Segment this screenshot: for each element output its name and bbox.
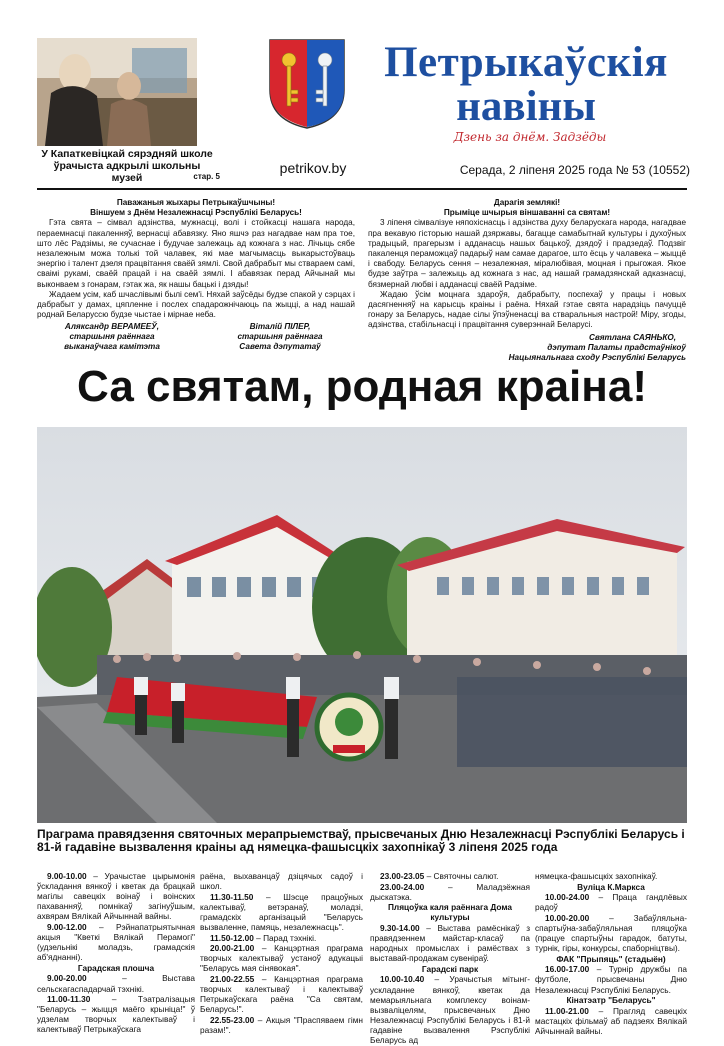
museum-photo-illustration <box>37 38 197 146</box>
website-link[interactable]: petrikov.by <box>279 160 347 176</box>
programme-item <box>370 871 530 881</box>
programme-text: – Урачыстыя мітынг-ускладанне вянкоў, кветак да мемарыяльнага комплексу воінам-вызваліцелям, прысвечаных Дню Незалежнасці Рэспублікі Беларусь і 81-й гадавіне вызвалення Рэспублікі Беларусь ад <box>370 974 530 1045</box>
greeting-right-head2: Прыміце шчырыя віншаванні са святам! <box>443 208 611 218</box>
programme-time: 23.00-24.00 <box>380 881 425 892</box>
greeting-left-paragraph: Гэта свята – сімвал адзінства, мужнасці, волі і стойкасці нашага народа, пераемнасці пакаленняў, вернасці абавязку. Яно яшчэ раз нагадвае нам пра тое, што лёс Радзімы, яе сучаснае і будучае залежаць ад кожнага з нас. Лічыць сябе незалежным можа толькі той чалавек, які мае магчымасць выкарыстоўваць энергію і талент дзеля працвітання сваёй зямлі. Свой дабрабыт мы ствараем самі, сваімі рукамі, сваёй працай і на сваёй зямлі. І абавязак перад Айчынай мы выконваем з гонарам, гэтак жа, як нашы бацькі і дзяды! <box>37 218 355 289</box>
programme-time: 9.00-10.00 <box>47 871 87 881</box>
programme-item <box>370 882 530 902</box>
programme-item <box>535 913 687 953</box>
programme-text: – Канцэртная праграма творчых калектываў устаноў адукацыі "Беларусь мая сінявокая". <box>200 943 363 974</box>
signer-role: Нацыянальнага сходу Рэспублікі Беларусь <box>508 352 686 362</box>
programme-item <box>200 1015 363 1035</box>
greeting-left <box>37 198 355 352</box>
venue-heading: Пляцоўка каля раённага Дома культуры <box>387 902 513 923</box>
programme-text: – Выстава сельскагаспадарчай тэхнікі. <box>37 973 195 994</box>
greeting-left-paragraph: Жадаем усім, каб шчаслівымі былі сем'і. Няхай заўсёды будзе спакой у сэрцах і дабрабыт у дамах, цяпленне і послех спадарожнічаюць па жыцці, а над нашай роднай Беларуссю будзе чыстае і мірнае неба. <box>37 289 355 320</box>
programme-time: 10.00-10.40 <box>380 974 425 985</box>
main-parade-photo[interactable] <box>37 427 687 823</box>
programme-text: – Выстава рамёснікаў з правядзеннем майстар-класаў па народных промыслах і рамёствах з выставай-продажам сувеніраў. <box>370 922 530 964</box>
greeting-left-head1: Паважаныя жыхары Петрыкаўшчыны! <box>116 198 276 207</box>
programme-title: Праграма правядзення святочных мерапрыемстваў, прысвечаных Дню Незалежнасці Рэспублікі Беларусь і 81-й гадавіне вызвалення краіны ад нямецка-фашысцкіх захопнікаў 3 ліпеня 2025 года <box>37 827 685 854</box>
lead-story-caption[interactable]: У Капаткевіцкай сярэдняй школе ўрачыста адкрылі школьны музей <box>41 148 213 184</box>
programme-time: 9.00-12.00 <box>47 921 87 932</box>
masthead-divider <box>37 188 687 190</box>
programme-time: 11.30-11.50 <box>210 891 254 902</box>
programme-time: 16.00-17.00 <box>545 964 590 975</box>
programme-time: 20.00-21.00 <box>210 943 255 954</box>
lead-story-photo[interactable] <box>37 38 197 146</box>
programme-item <box>370 923 530 963</box>
programme-item <box>200 892 363 932</box>
programme-text: – Прагляд савецкіх мастацкіх фільмаў аб падзеях Вялікай Айчыннай вайны. <box>535 1005 687 1036</box>
programme-time: 10.00-20.00 <box>545 912 590 923</box>
programme-text: – Забаўляльна-спартыўна-забаўляльная пляцоўка (працуе спартыўны гарадок, батуты, турнік, гіры, конкурсы, спаборніцтвы). <box>535 912 687 954</box>
newspaper-title-line2: навіны <box>456 83 596 130</box>
coat-of-arms-logo <box>268 38 346 130</box>
signer-role: дэпутат Палаты прадстаўнікоў <box>547 342 686 352</box>
programme-column <box>370 871 530 1046</box>
signer-role: Савета дэпутатаў <box>239 342 321 352</box>
programme-column <box>535 871 687 1037</box>
programme-item <box>535 1006 687 1036</box>
programme-text: – Святочны салют. <box>424 871 499 881</box>
signer-name: Святлана САЯНЬКО, <box>588 332 676 342</box>
programme-time: 11.00-21.00 <box>545 1005 589 1016</box>
programme-item <box>200 974 363 1014</box>
programme-text: – Урачыстае цырымонія ўскладання вянкоў і кветак да брацкай магілы савецкіх воінаў і воінских пахаванняў, помнікаў загінуўшым, ахвярам Вялікай Айчыннай вайны. <box>37 871 195 922</box>
newspaper-title-line1: Петрыкаўскія <box>384 39 668 86</box>
programme-time: 9.00-20.00 <box>47 973 87 984</box>
signature-block <box>205 322 355 352</box>
programme-text: – Акцыя "Праспяваем гімн разам!". <box>200 1014 363 1035</box>
lead-story-page-ref: стар. 5 <box>193 172 220 181</box>
programme-item: раёна, выхаванцаў дзіцячых садоў і школ. <box>200 871 363 892</box>
programme-text: – Шэсце працоўных калектываў, ветэранаў, моладзі, грамадскіх арганізацый "Беларусь вызваленне, памяць, незалежнасць". <box>200 891 363 932</box>
newspaper-slogan: Дзень за днём. Задзёды <box>453 130 607 144</box>
venue-heading: ФАК "Прыпяць" (стадыён) <box>556 953 666 964</box>
programme-item <box>37 922 195 962</box>
programme-column <box>200 871 363 1036</box>
main-headline[interactable]: Са святам, родная краіна! <box>77 362 647 411</box>
programme-text: – Парад тэхнікі. <box>253 932 317 943</box>
programme-time: 11.00-11.30 <box>47 994 91 1005</box>
programme-text: – Тэатралізацыя "Беларусь – жыцця маёго крыніца!" ў удзелам творчых калектываў і калектываў Петрыкаўскага <box>37 994 195 1035</box>
signer-name: Віталій ПІЛЕР, <box>249 322 311 332</box>
signer-role: старшыня раённага <box>237 332 323 342</box>
signature-block <box>37 322 187 352</box>
greeting-right-paragraph: 3 ліпеня сімвалізуе няпохіснасць і адзінства духу беларускага народа, нагадвае пра векавую гісторыю нашай дзяржавы, багацце самабытнай культуры і духоўных традыцый, прагерызм і адданасць нашых бацькоў, дзядоў і прадзедаў. Подзвіг пакаленця пераможцаў падарыў нам самае дарагое, што ёсць у чалавека – жыццё і свабоду. Беларусь сення – незалежная, міралюбівая, моцная і прыгожая. Якое будзе заўтра – залежыць ад кожнага з нас, ад нашай грамадзянскай адказнасці, бязмернай любві і адданасці сваёй Радзіме. <box>368 218 686 289</box>
programme-item <box>37 973 195 993</box>
programme-text: – Праца гандлёвых радоў <box>535 892 687 913</box>
programme-column <box>37 871 195 1035</box>
signer-role: старшыня раённага <box>69 332 155 342</box>
programme-item <box>37 871 195 921</box>
programme-item <box>37 994 195 1034</box>
greeting-right <box>368 198 686 363</box>
programme-time: 11.50-12.00 <box>210 932 254 943</box>
programme-item <box>200 943 363 973</box>
venue-heading: Вуліца К.Маркса <box>577 881 645 892</box>
greeting-right-head1: Дарагія землякі! <box>493 198 561 207</box>
programme-time: 9.30-14.00 <box>380 922 420 933</box>
greeting-left-head2: Віншуем з Днём Незалежнасці Рэспублікі Беларусь! <box>90 208 302 218</box>
greeting-right-paragraph: Жадаю ўсім моцнага здароўя, дабрабыту, поспехаў у працы і новых дасягненняў на карысць краіны і раёна. Няхай гэтае свята нарадзіць пачуццё гонару за Беларусь, надае сілы ўпэўненасці ва стваральныя настрой! Міру, згоды, адзінства, стабільнасці і працвітання суверэннай Беларусі. <box>368 289 686 330</box>
programme-item <box>200 933 363 943</box>
issue-dateline: Серада, 2 ліпеня 2025 года № 53 (10552) <box>459 163 690 177</box>
programme-time: 23.00-23.05 <box>380 871 425 881</box>
programme-time: 10.00-24.00 <box>545 892 590 903</box>
programme-text: – Канцэртная праграма творчых калектываў і калектываў Петрыкаўскага раёна "Са святам, Беларусь!". <box>200 973 363 1015</box>
programme-text: – Турнір дружбы па футболе, прысвечаны Дню Незалежнасці Рэспублікі Беларусь. <box>535 964 687 995</box>
venue-heading: Гарадскі парк <box>421 963 479 974</box>
programme-time: 22.55-23.00 <box>210 1014 255 1025</box>
programme-time: 21.00-22.55 <box>210 973 255 984</box>
programme-item: нямецка-фашысцкіх захопнікаў. <box>535 871 658 881</box>
programme-text: – Рэйнапатрыятычная акцыя "Кветкі Вялікай Перамогі" (удзельнікі моладзь, грамадскія аб'яднанні). <box>37 921 195 963</box>
programme-text: – Маладзёжная дыскатэка. <box>370 881 530 902</box>
programme-item <box>370 974 530 1045</box>
signer-role: выканаўчага камітэта <box>64 342 160 352</box>
programme-item <box>535 964 687 994</box>
parade-photo-illustration <box>37 427 687 823</box>
signer-name: Аляксандр ВЕРАМЕЕЎ, <box>64 322 160 332</box>
venue-heading: Кінатэатр "Беларусь" <box>566 995 656 1006</box>
venue-heading: Гарадская плошча <box>77 962 155 973</box>
programme-item <box>535 892 687 912</box>
signature-block <box>368 333 686 363</box>
